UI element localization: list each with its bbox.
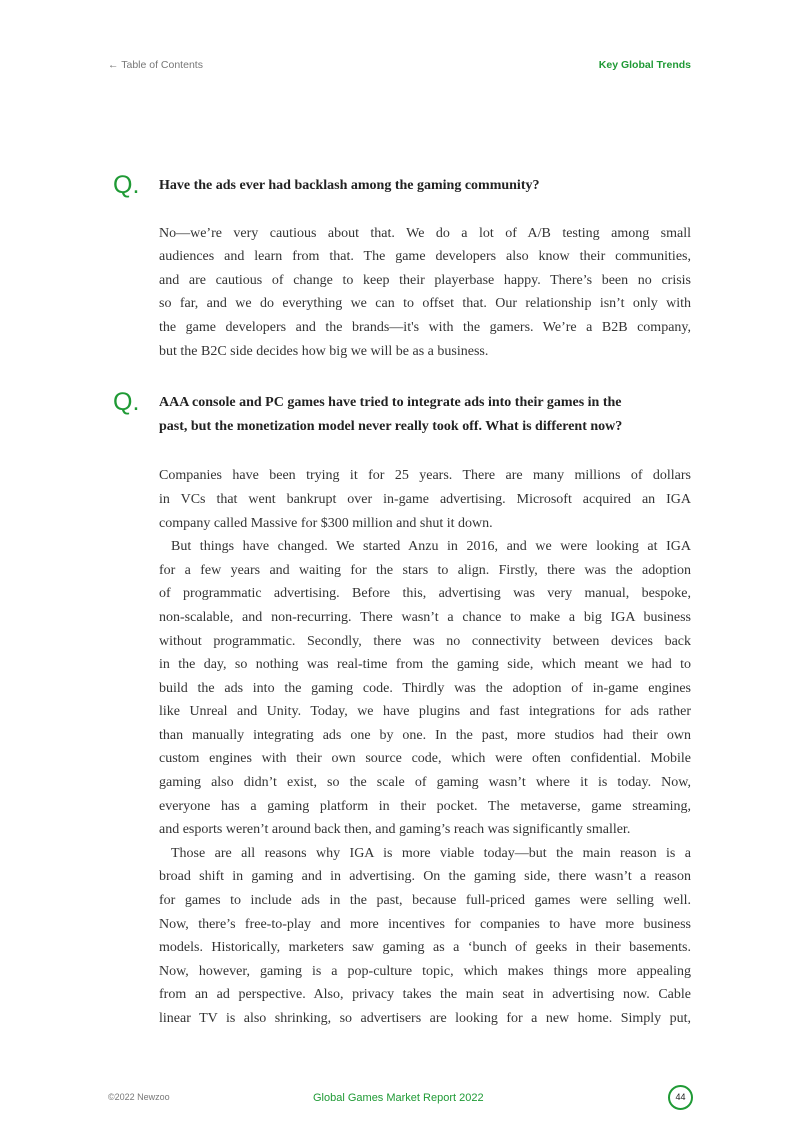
text-line: Companies have been trying it for 25 years. There are many millions of dollars [159,468,691,484]
question-line: past, but the monetization model never really took off. What is different now? [159,418,623,434]
text-line: in VCs that went bankrupt over in-game advertising. Microsoft acquired an IGA [159,491,691,507]
question-text: Have the ads ever had backlash among the gaming community? [159,178,540,193]
text-line: in the day, so nothing was real-time from the gaming side, which meant we had to [159,657,691,673]
copyright: ©2022 Newzoo [108,1092,170,1102]
text-line: from an ad perspective. Also, privacy takes the main seat in advertising now. Cable [159,987,691,1003]
text-line: but the B2C side decides how big we will be as a business. [159,343,489,359]
text-line: But things have changed. We started Anzu in 2016, and we were looking at IGA [171,539,691,555]
text-line: broad shift in gaming and in advertising. On the gaming side, there wasn’t a reason [159,869,691,885]
table-of-contents-link[interactable]: ← Table of Contents [108,59,203,71]
q-mark: Q. [113,171,140,199]
answer-1 [159,222,691,364]
text-line: for a few years and waiting for the stars to align. Firstly, there was the adoption [159,562,691,578]
question-line: AAA console and PC games have tried to integrate ads into their games in the [159,395,622,411]
text-line: of programmatic advertising. Before this, advertising was very manual, bespoke, [159,586,691,602]
main-content [113,171,691,1031]
section-title: Key Global Trends [598,59,691,71]
text-line: linear TV is also shrinking, so advertisers are looking for a new home. Simply put, [159,1011,691,1026]
report-title: Global Games Market Report 2022 [313,1092,484,1104]
question-text [159,391,691,438]
question-1 [113,171,691,199]
text-line: Now, there’s free-to-play and more incentives for companies to have more business [159,916,691,932]
text-line: No—we’re very cautious about that. We do a lot of A/B testing among small [159,225,691,241]
text-line: and esports weren’t around back then, and gaming’s reach was significantly smaller. [159,822,631,838]
page-number: 44 [668,1085,693,1110]
text-line: gaming also didn’t exist, so the scale of gaming wasn’t where it is today. Now, [159,775,691,791]
text-line: custom engines with their own source code, which were often confidential. Mobile [159,751,691,767]
text-line: build the ads into the gaming code. Thirdly was the adoption of in-game engines [159,680,691,696]
text-line: the game developers and the brands—it's with the gamers. We’re a B2B company, [159,319,691,335]
text-line: so far, and we do everything we can to offset that. Our relationship isn’t only with [159,296,691,312]
text-line: without programmatic. Secondly, there was no connectivity between devices back [159,633,691,649]
text-line: audiences and learn from that. The game developers also know their communities, [159,249,691,265]
question-2 [113,388,691,438]
q-mark: Q. [113,388,140,417]
text-line: non-scalable, and non-recurring. There wasn’t a chance to make a big IGA business [159,609,691,625]
text-line: Now, however, gaming is a pop-culture topic, which makes things more appealing [159,963,691,979]
text-line: company called Massive for $300 million and shut it down. [159,515,493,531]
text-line: Those are all reasons why IGA is more viable today—but the main reason is a [171,845,691,861]
text-line: like Unreal and Unity. Today, we have plugins and fast integrations for ads rather [159,704,691,720]
text-line: than manually integrating ads one by one. In the past, more studios had their own [159,727,691,743]
answer-2 [159,464,691,1030]
text-line: everyone has a gaming platform in their pocket. The metaverse, game streaming, [159,798,691,814]
text-line: for games to include ads in the past, because full-priced games were selling well. [159,893,691,909]
text-line: and are cautious of change to keep their playerbase happy. There’s been no crisis [159,272,691,288]
text-line: models. Historically, marketers saw gaming as a ‘bunch of geeks in their basements. [159,940,691,956]
